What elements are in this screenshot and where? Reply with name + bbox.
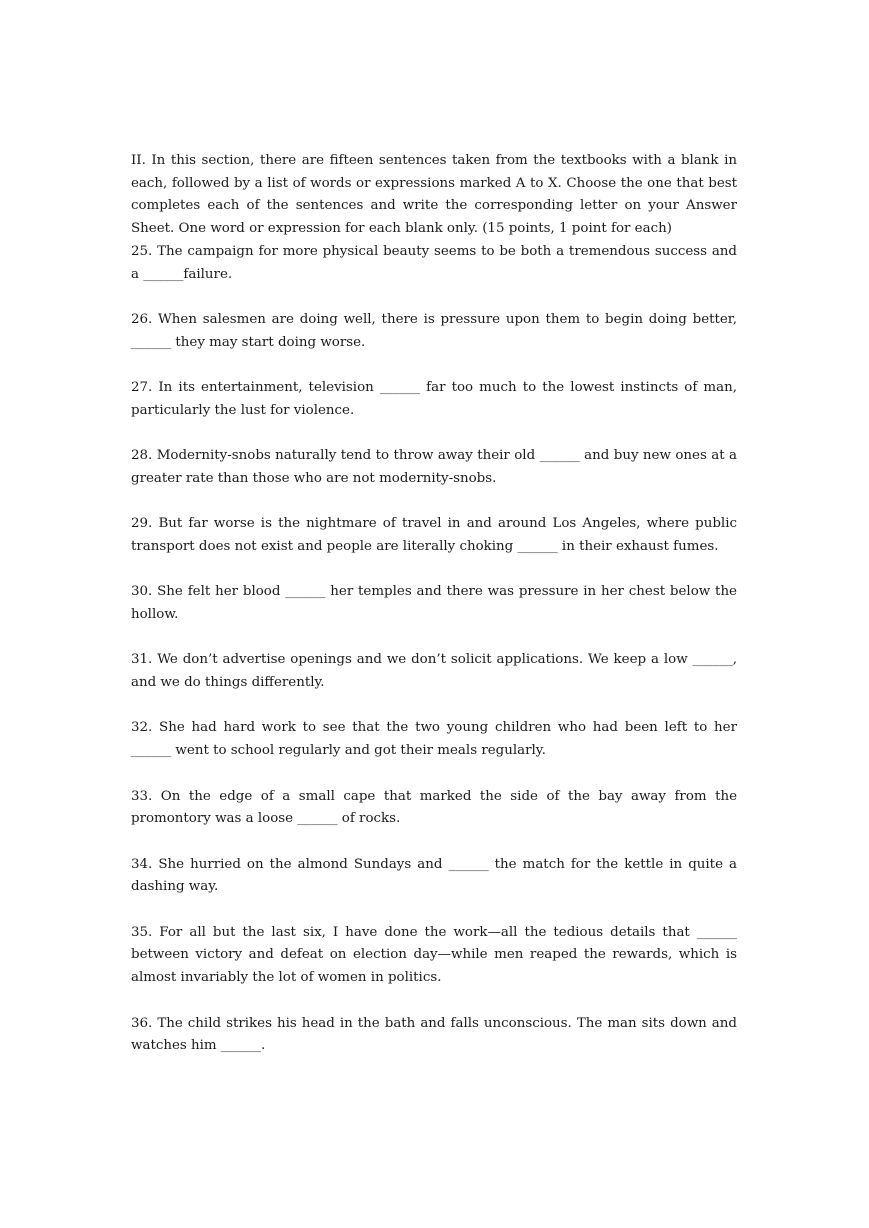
- question-31: 31. We don’t advertise openings and we don’t solicit applications. We keep a low ______, and we do things differently.: [131, 652, 737, 691]
- section-instructions: II. In this section, there are fifteen sentences taken from the textbooks with a blank in each, followed by a list of words or expressions marked A to X. Choose the one that best completes each of the sentences and write the corresponding letter on your Answer Sheet. One word or expression for each blank only. (15 points, 1 point for each): [131, 153, 737, 237]
- question-33: 33. On the edge of a small cape that marked the side of the bay away from the promontory was a loose ______ of rocks.: [131, 788, 737, 827]
- question-29: 29. But far worse is the nightmare of travel in and around Los Angeles, where public transport does not exist and people are literally choking ______ in their exhaust fumes.: [131, 516, 737, 554]
- question-28: 28. Modernity-snobs naturally tend to throw away their old ______ and buy new ones at a greater rate than those who are not modernity-snobs.: [131, 448, 737, 486]
- question-32: 32. She had hard work to see that the two young children who had been left to her ______ went to school regularly and got their meals regularly.: [131, 720, 737, 759]
- document-page: [131, 150, 737, 1081]
- question-35: 35. For all but the last six, I have done the work—all the tedious details that ______ between victory and defeat on election day—while men reaped the rewards, which is almost invariably the lot of women in politics.: [131, 924, 737, 986]
- question-27: 27. In its entertainment, television ______ far too much to the lowest instincts of man, particularly the lust for violence.: [131, 380, 737, 418]
- question-34: 34. She hurried on the almond Sundays and ______ the match for the kettle in quite a dashing way.: [131, 856, 737, 895]
- question-36: 36. The child strikes his head in the bath and falls unconscious. The man sits down and watches him ______.: [131, 1015, 737, 1054]
- question-25: 25. The campaign for more physical beauty seems to be both a tremendous success and a ______failure.: [131, 243, 737, 282]
- question-26: 26. When salesmen are doing well, there is pressure upon them to begin doing better, ______ they may start doing worse.: [131, 311, 737, 350]
- question-30: 30. She felt her blood ______ her temples and there was pressure in her chest below the hollow.: [131, 584, 737, 622]
